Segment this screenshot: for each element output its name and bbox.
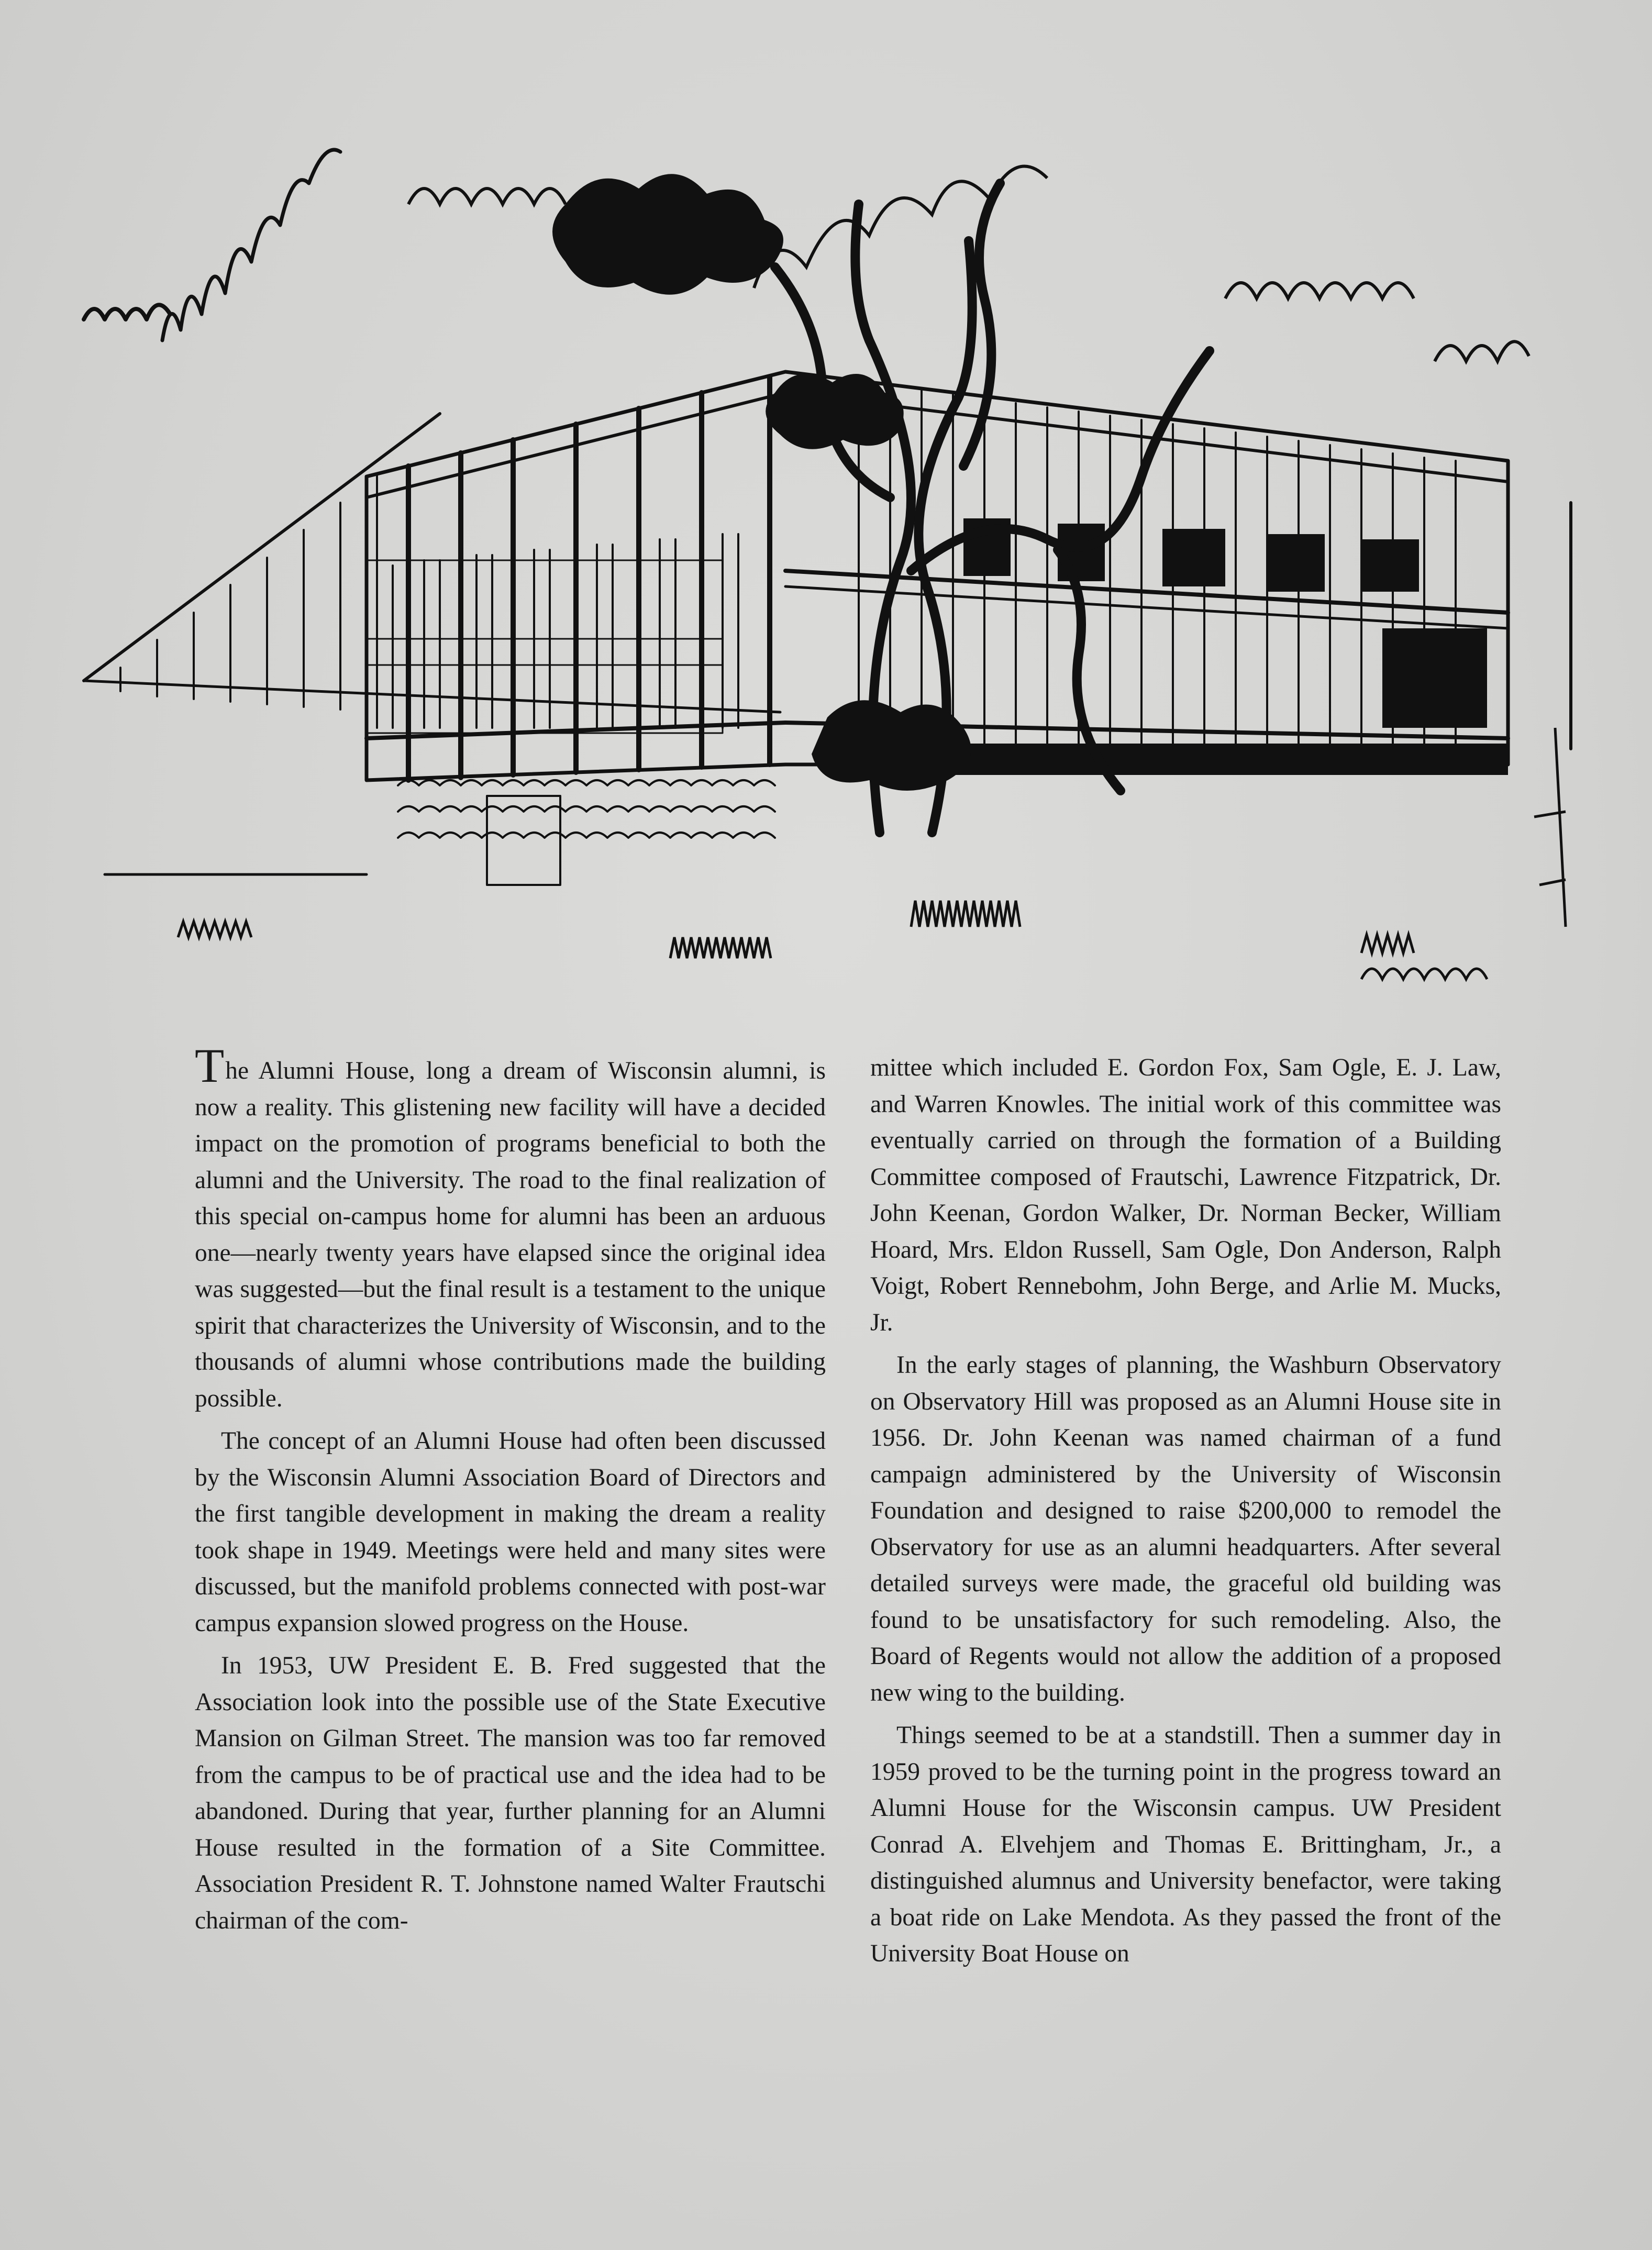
article-paragraph-3: In 1953, UW President E. B. Fred suggested that the Association look into the possible use of the State Executive Mansion on Gilman Street. The mansion was too far removed from the campus to be of practical use and the idea had to be abandoned. During that year, further planning for an Alumni House resulted in the formation of a Site Committee. Association President R. T. Johnstone named Walter Frautschi chairman of the com- xyxy=(195,1652,826,1934)
article-paragraph-2: The concept of an Alumni House had often been discussed by the Wisconsin Alumni Association Board of Directors and the first tangible development in making the dream a reality took shape in 1949. Meetings were held and many sites were discussed, but the manifold problems connected with post-war campus expansion slowed progress on the House. xyxy=(195,1427,826,1637)
article-paragraph-1 xyxy=(195,1039,826,1417)
article-paragraph-3-continued: mittee which included E. Gordon Fox, Sam Ogle, E. J. Law, and Warren Knowles. The initial work of this committee was eventually carried on through the formation of a Building Committee composed of Frautschi, Lawrence Fitzpatrick, Dr. John Keenan, Gordon Walker, Dr. Norman Becker, William Hoard, Mrs. Eldon Russell, Sam Ogle, Don Anderson, Ralph Voigt, Robert Rennebohm, John Berge, and Arlie M. Mucks, Jr. xyxy=(870,1054,1501,1336)
alumni-house-illustration xyxy=(73,99,1592,1000)
drop-cap: T xyxy=(195,1039,225,1092)
article-column-left xyxy=(195,1039,826,1945)
article-paragraph-4: In the early stages of planning, the Washburn Observatory on Observatory Hill was proposed as an Alumni House site in 1956. Dr. John Keenan was named chairman of a fund campaign administered by the University of Wisconsin Foundation and designed to raise $200,000 to remodel the Observatory for use as an alumni headquarters. After several detailed surveys were made, the graceful old building was found to be unsatisfactory for such remodeling. Also, the Board of Regents would not allow the addition of a proposed new wing to the building. xyxy=(870,1351,1501,1706)
article-column-right xyxy=(870,1050,1501,1979)
paragraph-1-text: he Alumni House, long a dream of Wisconsin alumni, is now a reality. This glistening new facility will have a decided impact on the promotion of programs beneficial to both the alumni and the University. The road to the final realization of this special on-campus home for alumni has been an arduous one—nearly twenty years have elapsed since the original idea was suggested—but the final result is a testament to the unique spirit that characterizes the University of Wisconsin, and to the thousands of alumni whose contributions made the building possible. xyxy=(195,1057,826,1412)
article-paragraph-5: Things seemed to be at a standstill. Then a summer day in 1959 proved to be the turning point in the progress toward an Alumni House for the Wisconsin campus. UW President Conrad A. Elvehjem and Thomas E. Brittingham, Jr., a distinguished alumnus and University benefactor, were taking a boat ride on Lake Mendota. As they passed the front of the University Boat House on xyxy=(870,1722,1501,1967)
